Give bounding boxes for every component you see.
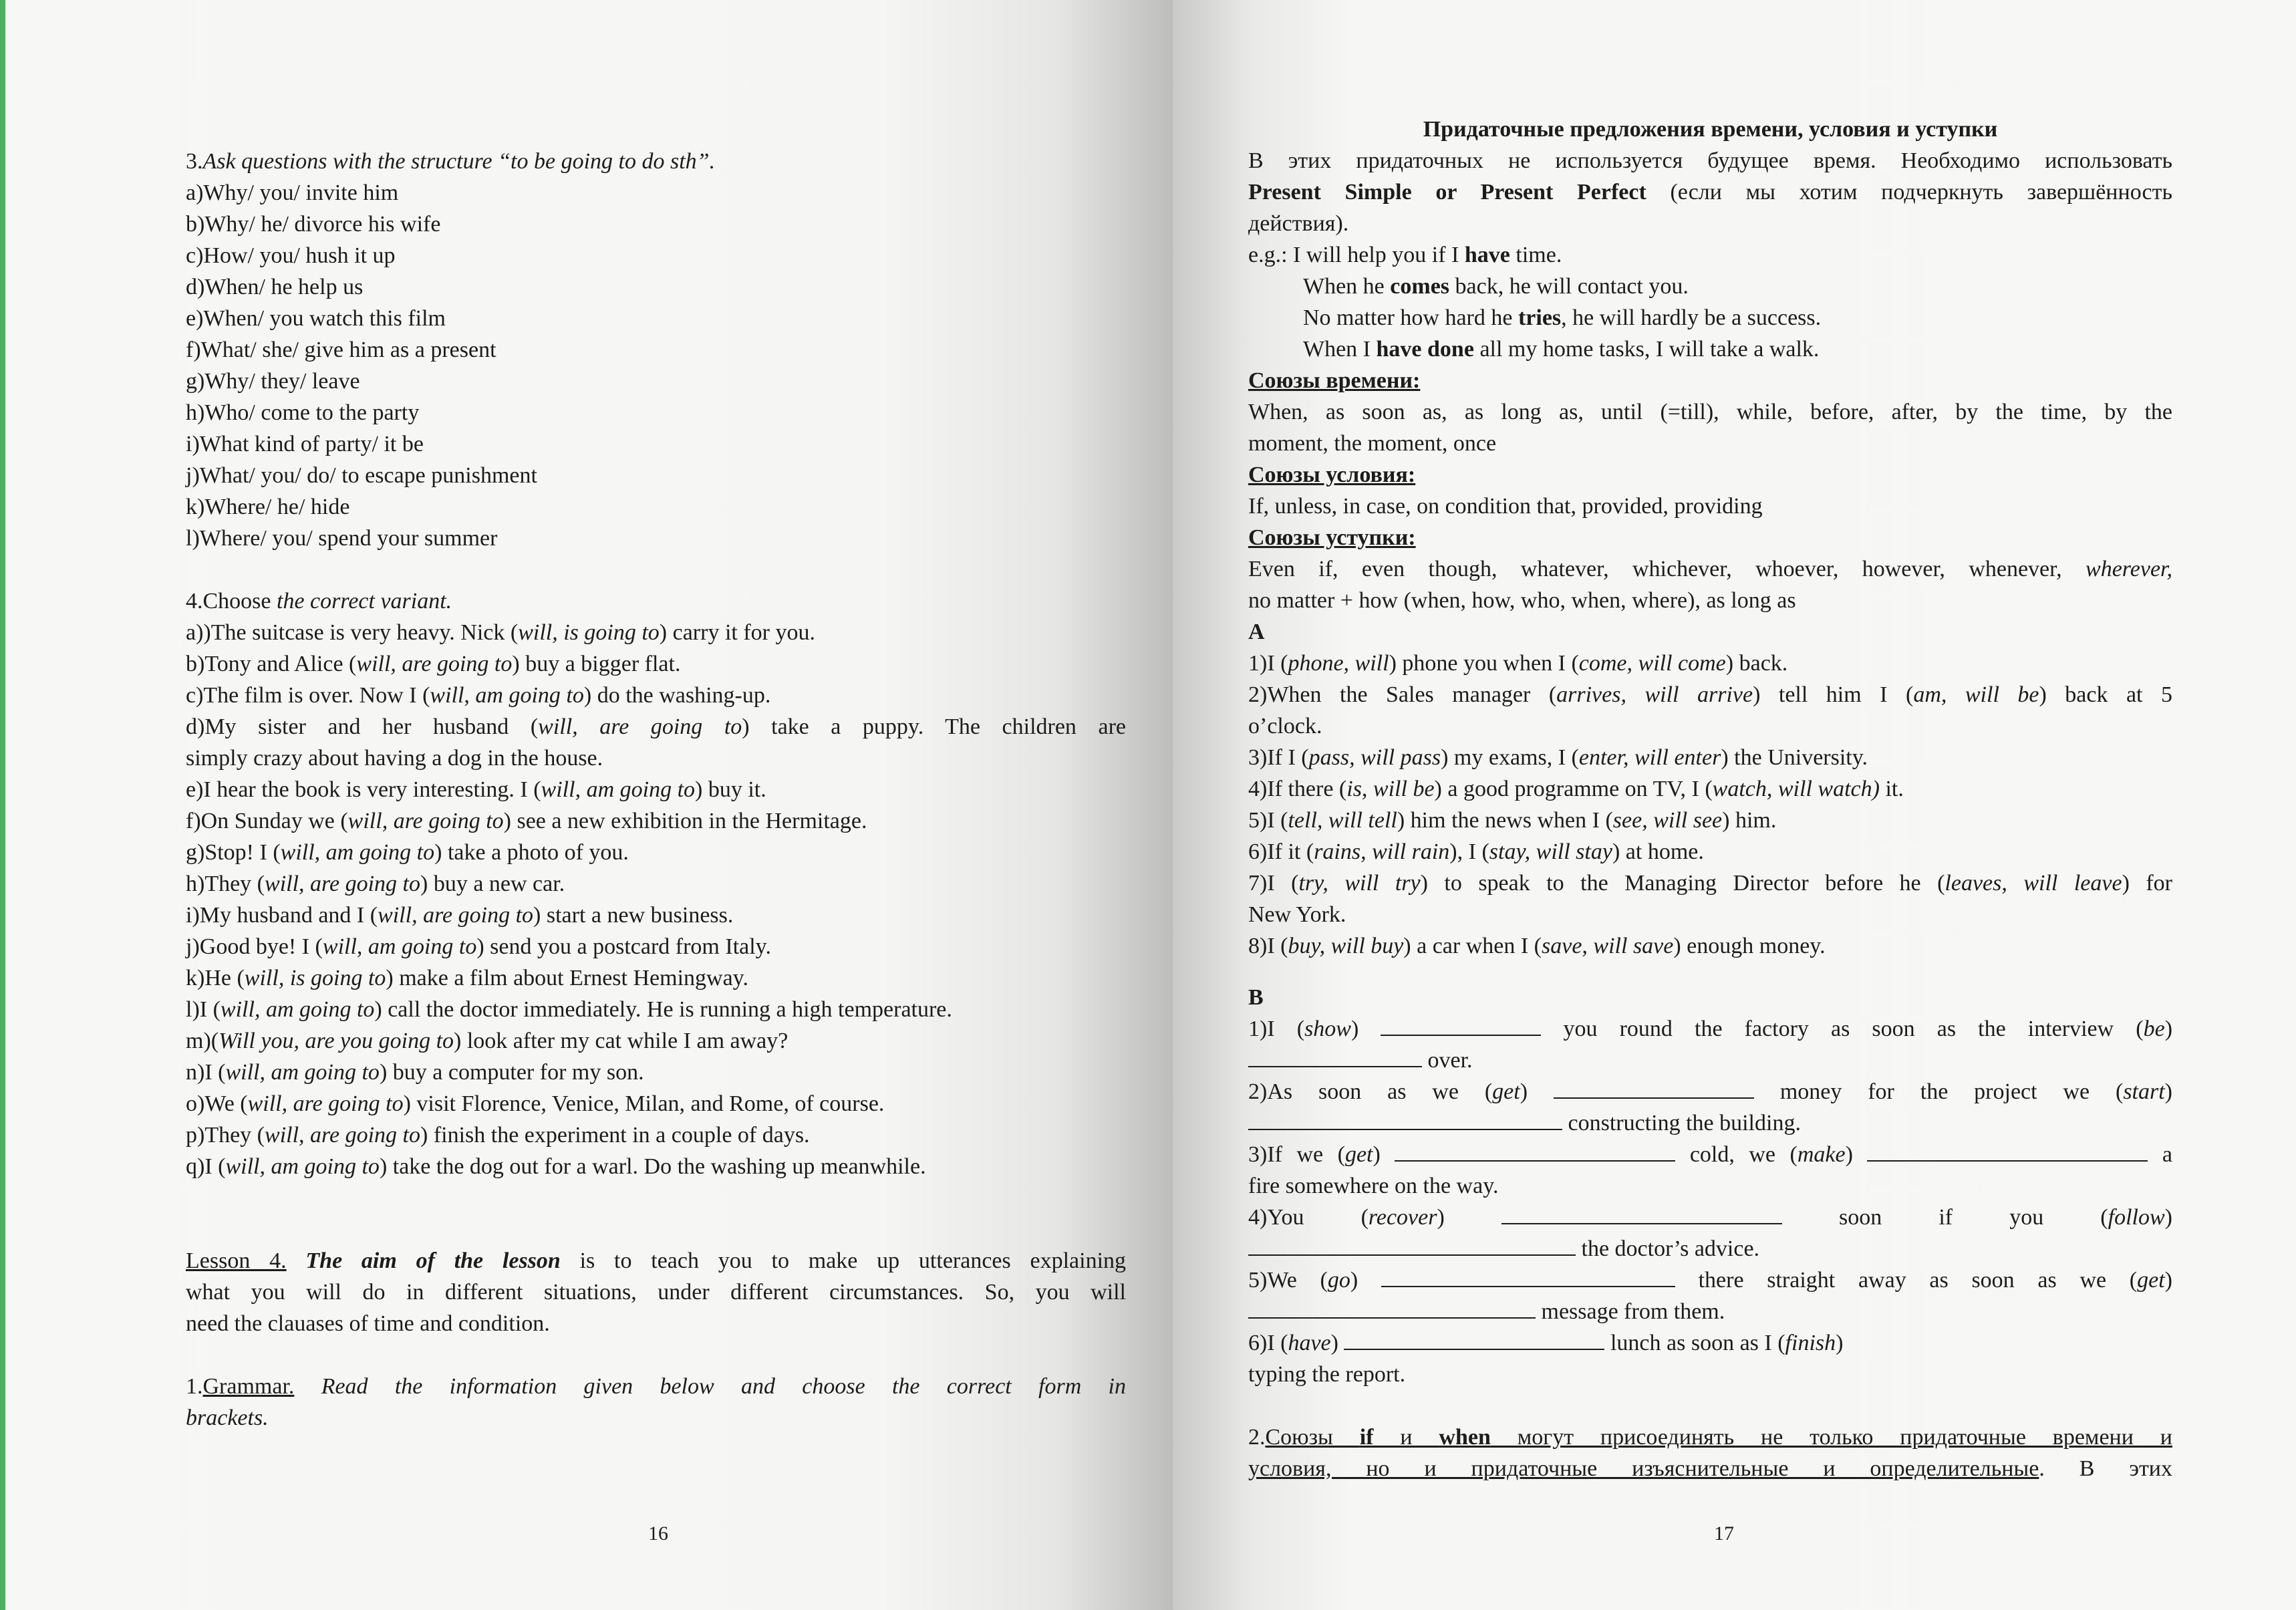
list-item: i)My husband and I (will, are going to) start a new business. (186, 903, 734, 928)
exercise-b-item-2: 2)As soon as we (get) money for the project we (start) (1248, 1076, 2172, 1107)
answer-options: will, am going to (541, 777, 696, 802)
answer-options: will, am going to (280, 840, 435, 865)
answer-options: will, are going to (265, 871, 420, 896)
answer-options: will, am going to (225, 1154, 380, 1179)
list-item: 5)I (tell, will tell) him the news when I (see, will see) him. (1248, 808, 1777, 833)
answer-blank[interactable] (1381, 1015, 1541, 1036)
list-item: g)Why/ they/ leave (186, 369, 360, 394)
list-item: o’clock. (1248, 714, 1322, 739)
list-item: 1)I (phone, will) phone you when I (come, will come) back. (1248, 651, 1788, 676)
exercise-b-item-2-cont: constructing the building. (1248, 1107, 2172, 1139)
list-item: l)Where/ you/ spend your summer (186, 526, 498, 551)
list-item: 6)If it (rains, will rain), I (stay, will stay) at home. (1248, 839, 1704, 864)
list-item: f)On Sunday we (will, are going to) see a new exhibition in the Hermitage. (186, 809, 867, 833)
concession-conjunctions-line: Even if, even though, whatever, whichever, whoever, however, whenever, wherever, (1248, 557, 2172, 581)
answer-options: will, are going to (247, 1091, 404, 1116)
exercise-b-item-1: 1)I (show) you round the factory as soon as the interview (be) (1248, 1013, 2172, 1045)
list-item: d)My sister and her husband (will, are going to) take a puppy. The children are (186, 714, 1126, 739)
example-line: No matter how hard he tries, he will hardly be a success. (1303, 305, 1822, 330)
list-item: k)Where/ he/ hide (186, 495, 350, 519)
answer-options: will, are going to (538, 714, 742, 739)
answer-blank[interactable] (1867, 1140, 2148, 1162)
exercise-3-title: 3.Ask questions with the structure “to be going to do sth”. (186, 149, 716, 174)
example-line: When I have done all my home tasks, I will take a walk. (1303, 337, 1820, 362)
answer-blank[interactable] (1248, 1046, 1422, 1067)
exercise-b-item-6-cont: typing the report. (1248, 1362, 1406, 1387)
list-item: 4)If there (is, will be) a good programme on TV, I (watch, will watch) it. (1248, 777, 1904, 801)
list-item: i)What kind of party/ it be (186, 432, 424, 456)
section-a-list (1248, 648, 2172, 962)
grammar-instruction: 1.Grammar. Read the information given below and choose the correct form in (186, 1374, 1126, 1399)
answer-blank[interactable] (1395, 1140, 1675, 1162)
exercise-3-list (186, 177, 1126, 554)
answer-blank[interactable] (1381, 1266, 1675, 1287)
list-item: o)We (will, are going to) visit Florence, Venice, Milan, and Rome, of course. (186, 1091, 885, 1116)
exercise-b-item-6: 6)I (have) lunch as soon as I (finish) (1248, 1327, 2172, 1359)
list-item: j)Good bye! I (will, am going to) send you a postcard from Italy. (186, 934, 771, 959)
example-line: e.g.: I will help you if I have time. (1248, 243, 1562, 267)
exercise-b-item-3-cont: fire somewhere on the way. (1248, 1174, 1499, 1198)
exercise-b-item-4: 4)You (recover) soon if you (follow) (1248, 1202, 2172, 1233)
concession-conjunctions-heading: Союзы уступки: (1248, 525, 1416, 550)
list-item: q)I (will, am going to) take the dog out for a warl. Do the washing up meanwhile. (186, 1154, 926, 1179)
list-item: m)(Will you, are you going to) look after my cat while I am away? (186, 1029, 788, 1053)
exercise-4-title: 4.Choose the correct variant. (186, 589, 452, 614)
page-title: Придаточные предложения времени, условия и уступки (1423, 117, 1998, 142)
list-item: e)I hear the book is very interesting. I (will, am going to) buy it. (186, 777, 766, 802)
time-conjunctions-line: moment, the moment, once (1248, 431, 1497, 456)
list-item: c)The film is over. Now I (will, am going to) do the washing-up. (186, 683, 771, 708)
list-item: f)What/ she/ give him as a present (186, 338, 496, 362)
answer-options: Will you, are you going to (219, 1029, 454, 1053)
answer-options: will, am going to (430, 683, 584, 708)
condition-conjunctions-line: If, unless, in case, on condition that, provided, providing (1248, 494, 1763, 519)
answer-options: will, are going to (347, 809, 504, 833)
list-item: d)When/ he help us (186, 275, 364, 299)
answer-options: will, am going to (225, 1060, 380, 1085)
answer-options: will, is going to (244, 966, 386, 990)
page-number-17: 17 (1714, 1522, 1734, 1545)
list-item: h)They (will, are going to) buy a new car. (186, 871, 565, 896)
list-item: p)They (will, are going to) finish the experiment in a couple of days. (186, 1123, 810, 1148)
lesson-text-line: need the clauases of time and condition. (186, 1311, 550, 1336)
section-a-label: A (1248, 620, 1265, 644)
answer-blank[interactable] (1501, 1203, 1782, 1224)
exercise-b-item-4-cont: the doctor’s advice. (1248, 1233, 2172, 1264)
list-item: e)When/ you watch this film (186, 306, 446, 331)
exercise-b-item-5: 5)We (go) there straight away as soon as we (get) (1248, 1264, 2172, 1296)
answer-blank[interactable] (1248, 1234, 1576, 1256)
exercise-2-intro-line: условия, но и придаточные изъяснительные и определительные. В этих (1248, 1456, 2172, 1481)
list-item: 8)I (buy, will buy) a car when I (save, will save) enough money. (1248, 934, 1826, 958)
list-item: j)What/ you/ do/ to escape punishment (186, 463, 537, 488)
list-item: k)He (will, is going to) make a film about Ernest Hemingway. (186, 966, 748, 990)
list-item: 2)When the Sales manager (arrives, will arrive) tell him I (am, will be) back at 5 (1248, 682, 2172, 707)
list-item: a)Why/ you/ invite him (186, 180, 399, 205)
example-line: When he comes back, he will contact you. (1303, 274, 1689, 299)
exercise-b-item-3: 3)If we (get) cold, we (make) a (1248, 1139, 2172, 1170)
page-number-16: 16 (648, 1522, 668, 1545)
answer-options: will, am going to (220, 997, 375, 1022)
answer-options: will, is going to (518, 620, 660, 645)
concession-conjunctions-line: no matter + how (when, how, who, when, where), as long as (1248, 588, 1796, 613)
lesson-4-intro: Lesson 4. The aim of the lesson is to teach you to make up utterances explaining (186, 1248, 1127, 1273)
right-page (1173, 0, 2296, 1610)
grammar-instruction-line: brackets. (186, 1405, 269, 1430)
answer-options: will, are going to (265, 1123, 420, 1148)
answer-options: will, are going to (356, 652, 513, 676)
answer-blank[interactable] (1344, 1329, 1604, 1350)
intro-line: Present Simple or Present Perfect (если мы хотим подчеркнуть завершённость (1248, 180, 2172, 205)
list-item: n)I (will, am going to) buy a computer for my son. (186, 1060, 644, 1085)
list-item: g)Stop! I (will, am going to) take a photo of you. (186, 840, 629, 865)
list-item: l)I (will, am going to) call the doctor immediately. He is running a high temperature. (186, 997, 952, 1022)
list-item: 7)I (try, will try) to speak to the Managing Director before he (leaves, will leave) for (1248, 871, 2173, 896)
exercise-2-intro: 2.Союзы if и when могут присоединять не только придаточные времени и (1248, 1425, 2172, 1450)
intro-line: В этих придаточных не используется будущее время. Необходимо использовать (1248, 148, 2172, 173)
answer-options: will, am going to (322, 934, 477, 959)
time-conjunctions-line: When, as soon as, as long as, until (=till), while, before, after, by the time, by the (1248, 400, 2172, 424)
exercise-4-list (186, 617, 1126, 1182)
list-item: New York. (1248, 902, 1346, 927)
lesson-text-line: what you will do in different situations, under different circumstances. So, you will (186, 1280, 1126, 1305)
list-item: 3)If I (pass, will pass) my exams, I (enter, will enter) the University. (1248, 745, 1868, 770)
list-item: c)How/ you/ hush it up (186, 243, 396, 268)
list-item: b)Tony and Alice (will, are going to) buy a bigger flat. (186, 652, 681, 676)
time-conjunctions-heading: Союзы времени: (1248, 368, 1421, 393)
exercise-b-item-5-cont: message from them. (1248, 1296, 2172, 1327)
list-item: a))The suitcase is very heavy. Nick (will, is going to) carry it for you. (186, 620, 815, 645)
exercise-b-item-1-cont: over. (1248, 1045, 2172, 1076)
answer-blank[interactable] (1248, 1109, 1562, 1130)
list-item: h)Who/ come to the party (186, 400, 420, 425)
list-item: b)Why/ he/ divorce his wife (186, 212, 441, 237)
list-item: simply crazy about having a dog in the house. (186, 746, 603, 771)
lesson-aim: The aim of the lesson (305, 1248, 561, 1273)
answer-options: will, are going to (378, 903, 534, 928)
answer-blank[interactable] (1554, 1077, 1754, 1099)
condition-conjunctions-heading: Союзы условия: (1248, 462, 1416, 487)
lesson-label: Lesson 4. (186, 1248, 287, 1273)
section-b-label: B (1248, 985, 1264, 1010)
answer-blank[interactable] (1248, 1297, 1536, 1319)
intro-line: действия). (1248, 211, 1349, 236)
